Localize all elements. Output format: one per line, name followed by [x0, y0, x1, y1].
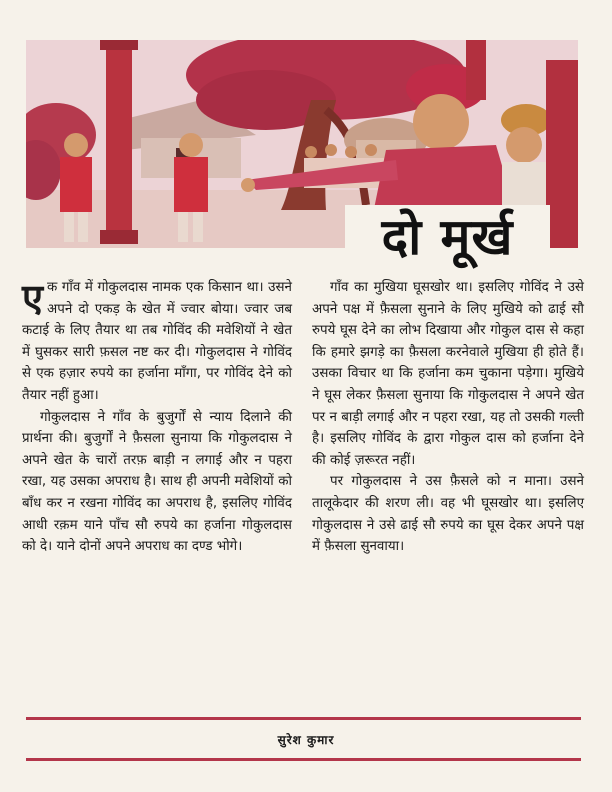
right-text-column	[312, 277, 584, 558]
paragraph-4: पर गोकुलदास ने उस फ़ैसले को न माना। उसने तालूकेदार की शरण ली। वह भी घूसखोर था। इसलिए गोकुलदास ने उसे ढाई सौ रुपये का घूस देकर अपने पक्ष में फ़ैसला सुनवाया।	[312, 474, 584, 555]
paragraph-3: गाँव का मुखिया घूसखोर था। इसलिए गोविंद ने उसे अपने पक्ष में फ़ैसला सुनाने के लिए मुखिये को ढाई सौ रुपये घूस देने का लोभ दिखाया और गोकुल दास से कहा कि हमारे झगड़े का फ़ैसला करनेवाले मुखिया ही होते हैं। उसका विचार था कि हर्जाना कम चुकाना पड़ेगा। मुखिये ने घूस लेकर फ़ैसला सुनाया कि गोकुलदास ने अपने खेत पर न बाड़ी लगाई और न पहरा रखा, यह तो उसकी गल्ती है। इसलिए गोविंद के द्वारा गोकुल दास को हर्जाना देने की कोई ज़रूरत नहीं।	[312, 280, 584, 468]
author-byline: सुरेश कुमार	[277, 733, 335, 747]
left-text-column	[22, 277, 292, 558]
footer-rule-bottom	[26, 758, 581, 761]
paragraph-2: गोकुलदास ने गाँव के बुजुर्गों से न्याय दिलाने की प्रार्थना की। बुजुर्गों ने फ़ैसला सुनाया कि गोकुलदास ने अपने खेत के चारों तरफ़ बाड़ी न लगाई और न पहरा रखा, यह उसका अपराध है। साथ ही अपनी मवेशियों को बाँध कर न रखना गोविंद का अपराध है, इसलिए गोविंद आधी रक़म याने पाँच सौ रुपये का हर्जाना गोकुलदास को दे। याने दोनों अपने अपराध का दण्ड भोगे।	[22, 409, 292, 555]
drop-cap: ए	[22, 276, 44, 320]
footer-rule-top	[26, 717, 581, 720]
paragraph-1: एक गाँव में गोकुलदास नामक एक किसान था। उसने अपने दो एकड़ के खेत में ज्वार बोया। ज्वार जब कटाई के लिए तैयार था तब गोविंद की मवेशियों ने खेत में घुसकर सारी फ़सल नष्ट कर दी। गोकुलदास ने गोविंद से एक हज़ार रुपये का हर्जाना माँगा, पर गोविंद देने को तैयार नहीं हुआ।	[22, 276, 292, 403]
story-title: दो मूर्ख	[345, 205, 550, 269]
